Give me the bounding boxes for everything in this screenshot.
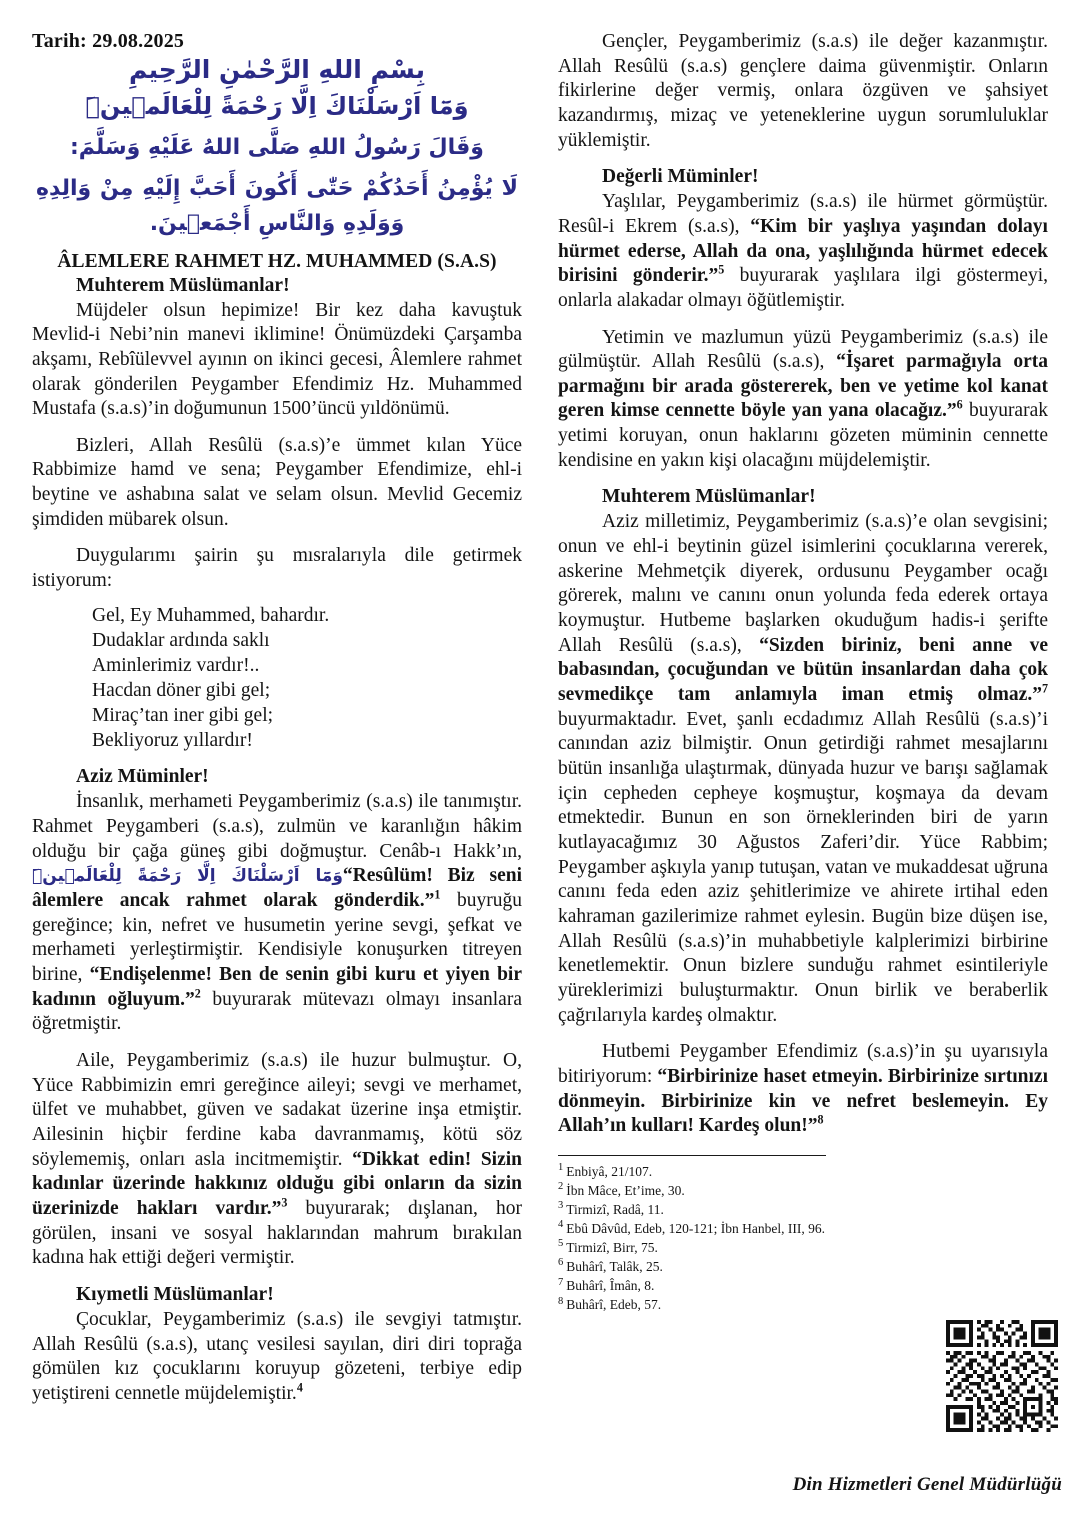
arabic-ayah-line-1: وَمَٓا اَرْسَلْنَاكَ اِلَّا رَحْمَةً لِلْعَالَم۪ينَۜ bbox=[85, 91, 469, 120]
quote-run: “Resûlüm! Biz seni âlemlere ancak rahmet olarak gönderdik.” bbox=[32, 865, 522, 912]
footnote-ref: 3 bbox=[281, 1195, 288, 1210]
text-run: buyruğu gereğince; kin, nefret ve husumetin yerine sevgi, şefkat ve merhameti yerleştirmiştir. Kendisiyle konuşurken titreyen birine, bbox=[32, 890, 522, 986]
text-run: buyurarak yetimi koruyan, onun haklarını gözeten müminin cennette kendisine en yakın kişi olacağını müjdelemiştir. bbox=[558, 400, 1048, 471]
footnote-number: 2 bbox=[558, 1181, 564, 1193]
footnote-ref: 2 bbox=[194, 986, 201, 1001]
footnote-text: Enbiyâ, 21/107. bbox=[566, 1163, 653, 1179]
date-label: Tarih: 29.08.2025 bbox=[32, 30, 185, 52]
signature-line: Din Hizmetleri Genel Müdürlüğü bbox=[792, 1474, 1062, 1495]
poem-line: Miraç’tan iner gibi gel; bbox=[92, 704, 274, 726]
footnote-text: Tirmizî, Radâ, 11. bbox=[566, 1201, 664, 1217]
paragraph-left-2: Bizleri, Allah Resûlü (s.a.s)’e ümmet kılan Yüce Rabbimize hamd ve sena; Peygamber Efendimize, ehl-i beytine ve ashabına salat ve selam olsun. Mevlid Gecemiz şimdiden mübarek olsun. bbox=[32, 434, 522, 530]
bismillah-ornament: بِسْمِ اللهِ الرَّحْمٰنِ الرَّحِيمِ bbox=[129, 55, 425, 84]
poem-line: Aminlerimiz vardır!.. bbox=[92, 654, 260, 676]
footnote-item bbox=[558, 1219, 1048, 1238]
footnote-item bbox=[558, 1257, 1048, 1276]
paragraph-right-5 bbox=[558, 1040, 1048, 1139]
left-column bbox=[32, 0, 522, 1406]
section-heading-muhterem-muslumanlar: Muhterem Müslümanlar! bbox=[76, 274, 290, 296]
text-run: Yetimin ve mazlumun yüzü Peygamberimiz (s.a.s) ile gülmüştür. Allah Resûlü (s.a.s), bbox=[558, 326, 1048, 373]
footnote-number: 5 bbox=[558, 1238, 564, 1250]
paragraph-right-3 bbox=[558, 326, 1048, 474]
footnote-list bbox=[558, 1162, 1048, 1314]
footnote-ref: 5 bbox=[718, 262, 725, 277]
footnote-item bbox=[558, 1181, 1048, 1200]
footnote-ref: 8 bbox=[817, 1112, 824, 1127]
footnote-ref: 7 bbox=[1041, 681, 1048, 696]
text-run: Hutbemi Peygamber Efendimiz (s.a.s)’in şu uyarısıyla bitiriyorum: bbox=[558, 1041, 1048, 1087]
page-title: ÂLEMLERE RAHMET HZ. MUHAMMED (S.A.S) bbox=[57, 251, 497, 273]
poem-block bbox=[32, 604, 522, 754]
footnote-text: İbn Mâce, Et’ime, 30. bbox=[566, 1182, 685, 1198]
footnote-item bbox=[558, 1295, 1048, 1314]
footnote-ref: 1 bbox=[434, 887, 441, 902]
footnote-item bbox=[558, 1200, 1048, 1219]
paragraph-left-4 bbox=[32, 790, 522, 1037]
footnote-number: 3 bbox=[558, 1200, 564, 1212]
quote-run: “Birbirinize haset etmeyin. Birbirinize sırtınızı dönmeyin. Birbirinize kin ve nefret beslemeyin. Ey Allah’ın kulları! Kardeş olun!” bbox=[558, 1065, 1048, 1137]
footnote-text: Tirmizî, Birr, 75. bbox=[566, 1239, 658, 1255]
text-run: buyurmaktadır. Evet, şanlı ecdadımız Allah Resûlü (s.a.s)’i canından aziz bilmiştir. Onun getirdiği rahmet mesajlarını bütün insanlığa ulaştırmak, dünyada huzur ve barışı sağlamak için cepheden cepheye koşmuştur, koşmaya da devam etmektedir. Bunun en son örneklerinden biri de yarın kutlayacağımız 30 Ağustos Zaferi’dir. Yüce Rabbim; Peygamber aşkıyla yanıp tutuşan, vatan ve mukaddesat uğruna canını feda eden aziz şehitlerimize ve ahirete irtihal eden kahraman gazilerimize rahmet eylesin. Bugün bize düşen ise, Allah Resûlü (s.a.s)’in muhabbetiyle kalplerimizi birbirine kenetlemektir. Onun bizlere sunduğu rahmet esintileriyle yüreklerimizi buluşturmaktır. Onun birlik ve beraberlik çağrılarıyla kardeş olmaktır. bbox=[558, 708, 1048, 1026]
arabic-hadith-intro-line: وَقَالَ رَسُولُ اللهِ صَلَّى اللهُ عَلَيْهِ وَسَلَّمَ: bbox=[70, 134, 484, 160]
quote-run: “Dikkat edin! Sizin kadınlar üzerinde hakkınız olduğu gibi onların da sizin üzerinizde hakları vardır.” bbox=[32, 1148, 522, 1219]
footnote-number: 1 bbox=[558, 1162, 564, 1174]
paragraph-left-5 bbox=[32, 1049, 522, 1271]
footnote-item bbox=[558, 1162, 1048, 1181]
section-heading-aziz-muminler: Aziz Müminler! bbox=[76, 766, 209, 788]
paragraph-right-2 bbox=[558, 190, 1048, 313]
footnote-text: Ebû Dâvûd, Edeb, 120-121; İbn Hanbel, III, 96. bbox=[566, 1220, 825, 1236]
text-run: Aziz milletimiz, Peygamberimiz (s.a.s)’e olan sevgisini; onun ve ehl-i beytinin güzel isimlerini çocuklarına vererek, askerine Mehmetçik diyerek, ordusunu Peygamber ocağı görerek, malını ve canını onun yolunda feda ederek ortaya koymuştur. Hutbeme başlarken okuduğum hadis-i şerifte Allah Resûlü (s.a.s), bbox=[558, 511, 1048, 656]
right-column bbox=[558, 0, 1048, 1314]
poem-line: Dudaklar ardında saklı bbox=[92, 629, 270, 651]
text-run: buyurarak mütevazı olmayı insanlara öğretmiştir. bbox=[32, 988, 522, 1035]
footnote-ref: 6 bbox=[956, 397, 963, 412]
paragraph-right-4 bbox=[558, 510, 1048, 1028]
footnote-ref: 4 bbox=[296, 1380, 303, 1395]
footnote-item bbox=[558, 1276, 1048, 1295]
footnote-number: 6 bbox=[558, 1257, 564, 1269]
footnote-separator bbox=[558, 1155, 826, 1156]
arabic-header-block bbox=[32, 56, 522, 241]
paragraph-left-6 bbox=[32, 1308, 522, 1407]
arabic-hadith-line: لَا يُؤْمِنُ أَحَدُكُمْ حَتّٰى أَكُونَ أَحَبَّ إِلَيْهِ مِنْ وَالِدِهِ وَوَلَدِهِ وَالنَّاسِ أَجْمَع۪ينَ. bbox=[36, 175, 518, 236]
paragraph-right-1: Gençler, Peygamberimiz (s.a.s) ile değer kazanmıştır. Allah Resûlü (s.a.s) gençlere daima güvenmiştir. Onların fikirlerine değer vermiş, onlara özgüven ve şahsiyet kazandırmış, mizaç ve yeteneklerine uygun sorumluluklar yüklemiştir. bbox=[558, 31, 1048, 151]
section-heading-degerli-muminler: Değerli Müminler! bbox=[602, 166, 759, 188]
text-run: buyurarak; dışlanan, hor görülen, insani ve sosyal haklarından mahrum bırakılan kadına hak ettiği değeri vermiştir. bbox=[32, 1197, 522, 1269]
inline-arabic-ayah: وَمَٓا اَرْسَلْنَاكَ اِلَّا رَحْمَةً لِلْعَالَم۪ينَۜ bbox=[32, 866, 343, 887]
section-heading-muhterem-muslumanlar-2: Muhterem Müslümanlar! bbox=[602, 486, 816, 508]
footnote-number: 8 bbox=[558, 1295, 564, 1307]
poem-line: Hacdan döner gibi gel; bbox=[92, 679, 271, 701]
section-heading-kiymetli-muslumanlar: Kıymetli Müslümanlar! bbox=[76, 1283, 274, 1305]
footnote-number: 7 bbox=[558, 1276, 564, 1288]
footnote-item bbox=[558, 1238, 1048, 1257]
quote-run: “İşaret parmağıyla orta parmağını bir arada göstererek, ben ve yetime kol kanat geren kimse cennette böyle yan yana olacağız.” bbox=[558, 351, 1048, 422]
paragraph-left-3: Duygularımı şairin şu mısralarıyla dile getirmek istiyorum: bbox=[32, 545, 522, 592]
text-run: Çocuklar, Peygamberimiz (s.a.s) ile sevgiyi tatmıştır. Allah Resûlü (s.a.s), utanç vesilesi sayılan, diri diri toprağa gömülen kız çocuklarını koruyup gözeteni, terbiye edip yetiştireni cennetle müjdelemiştir. bbox=[32, 1308, 522, 1404]
quote-run: “Sizden biriniz, beni anne ve babasından, çocuğundan ve bütün insanlardan daha çok sevmedikçe tam anlamıyla iman etmiş olmaz.” bbox=[558, 634, 1048, 705]
poem-line: Gel, Ey Muhammed, bahardır. bbox=[92, 604, 330, 626]
quote-run: “Kim bir yaşlıya yaşından dolayı hürmet ederse, Allah da ona, yaşlılığında hürmet edecek birisini gönderir.” bbox=[558, 215, 1048, 287]
paragraph-left-1: Müjdeler olsun hepimize! Bir kez daha kavuştuk Mevlid-i Nebi’nin manevi iklimine! Önümüzdeki Çarşamba akşamı, Rebîülevvel ayının on ikinci gecesi, Âlemlere rahmet olarak gönderilen Peygamber Efendimiz Hz. Muhammed Mustafa (s.a.s)’in doğumunun 1500’üncü yıldönümü. bbox=[32, 299, 522, 420]
text-run: İnsanlık, merhameti Peygamberimiz (s.a.s) ile tanımıştır. Rahmet Peygamberi (s.a.s), zulmün ve karanlığın hâkim olduğu bir çağa güneş gibi doğmuştur. Cenâb-ı Hakk’ın, bbox=[32, 791, 522, 862]
text-run: Aile, Peygamberimiz (s.a.s) ile huzur bulmuştur. O, Yüce Rabbimizin emri gereğince aileyi; sevgi ve merhamet, ülfet ve muhabbet, güven ve sadakat üzerine inşa etmiştir. Ailesinin hiçbir ferdine kaba davranmamış, kötü söz söylememiş, onları asla incitmemiştir. bbox=[32, 1049, 522, 1170]
quote-run: “Endişelenme! Ben de senin gibi kuru et yiyen bir kadının oğluyum.” bbox=[32, 964, 522, 1010]
footnote-text: Buhârî, Talâk, 25. bbox=[566, 1258, 663, 1274]
qr-code[interactable] bbox=[946, 1320, 1058, 1432]
footnote-text: Buhârî, Edeb, 57. bbox=[566, 1297, 662, 1313]
poem-line: Bekliyoruz yıllardır! bbox=[92, 729, 253, 751]
footnote-number: 4 bbox=[558, 1219, 564, 1231]
footnote-text: Buhârî, Îmân, 8. bbox=[566, 1278, 655, 1293]
text-run: buyurarak yaşlılara ilgi göstermeyi, onlarla alakadar olmayı öğütlemiştir. bbox=[558, 265, 1048, 311]
text-run: Yaşlılar, Peygamberimiz (s.a.s) ile hürmet görmüştür. Resûl-i Ekrem (s.a.s), bbox=[558, 191, 1048, 237]
